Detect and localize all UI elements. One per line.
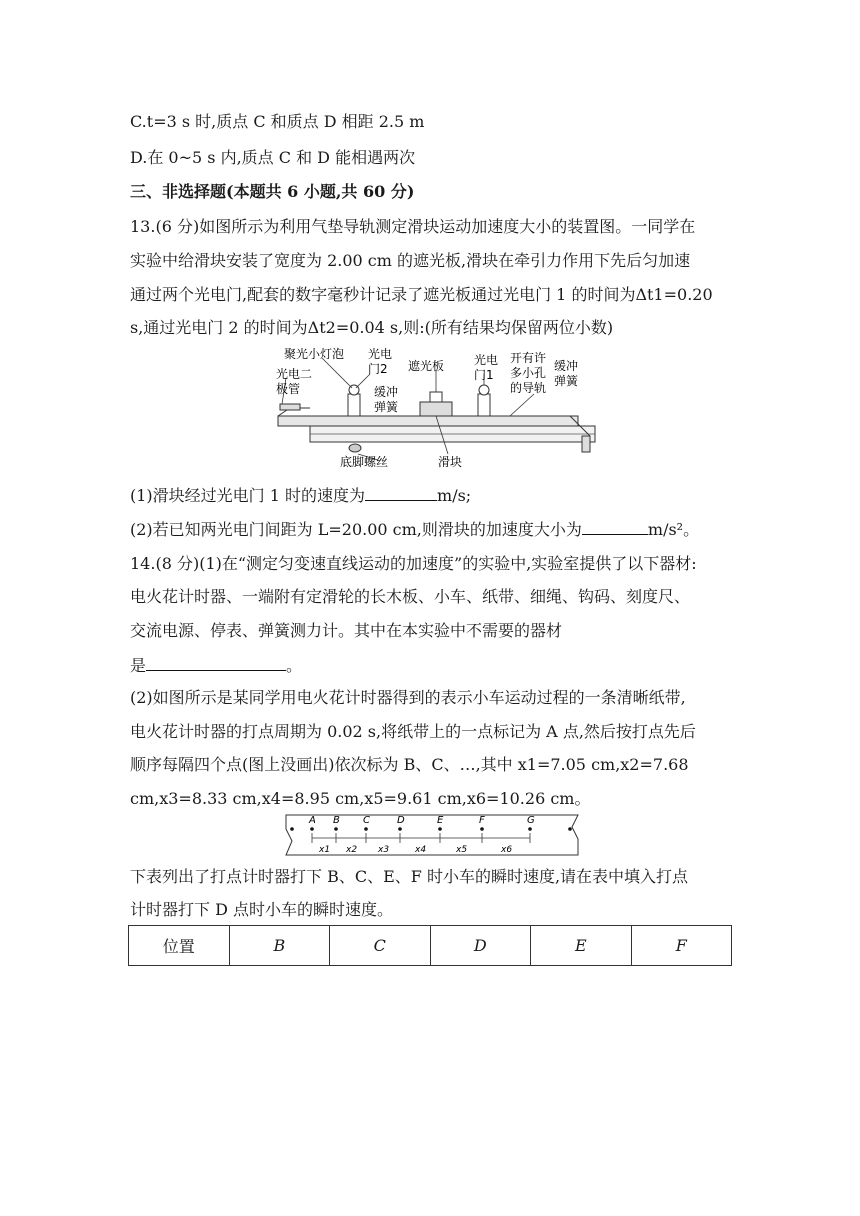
- q13-part1: (1)滑块经过光电门 1 时的速度为 m/s;: [130, 486, 472, 505]
- tape-point-C: [364, 827, 368, 831]
- q14-line-3: 交流电源、停表、弹簧测力计。其中在本实验中不需要的器材: [130, 621, 563, 640]
- tape-label-C: C: [363, 815, 370, 826]
- tape-label-D: D: [397, 815, 405, 826]
- q13-line-4: s,通过光电门 2 的时间为Δt2=0.04 s,则:(所有结果均保留两位小数): [130, 318, 614, 337]
- q14-line-4: 是 。: [130, 656, 303, 675]
- q14-part2-line-3: 顺序每隔四个点(图上没画出)依次标为 B、C、…,其中 x1=7.05 cm,x2=7.68: [130, 755, 689, 774]
- q13-part2: (2)若已知两光电门间距为 L=20.00 cm,则滑块的加速度大小为 m/s²。: [130, 520, 700, 539]
- paper-tape-figure: [282, 811, 582, 861]
- tape-label-E: E: [437, 815, 444, 826]
- table-header-cell: B: [229, 926, 329, 966]
- table-header-cell: C: [330, 926, 430, 966]
- label-led: 聚光小灯泡: [284, 347, 345, 361]
- tape-point-F: [480, 827, 484, 831]
- table-header-cell: F: [631, 926, 731, 966]
- tape-segment-label: x3: [378, 845, 390, 855]
- tape-label-G: G: [527, 815, 535, 826]
- q13-line-1: 13.(6 分)如图所示为利用气垫导轨测定滑块运动加速度大小的装置图。一同学在: [130, 217, 696, 236]
- tape-point-B: [334, 827, 338, 831]
- answer-blank-1[interactable]: [365, 485, 437, 501]
- label-screw: 底脚螺丝: [340, 455, 389, 469]
- option-d: D.在 0~5 s 内,质点 C 和 D 能相遇两次: [130, 148, 416, 167]
- tape-label-A: A: [309, 815, 316, 826]
- label-gate1b: 门1: [474, 368, 494, 382]
- label-buffer2a: 缓冲: [554, 359, 579, 373]
- option-c: C.t=3 s 时,质点 C 和质点 D 相距 2.5 m: [130, 112, 425, 131]
- q14-part2-line-4: cm,x3=8.33 cm,x4=8.95 cm,x5=9.61 cm,x6=10.26 cm。: [130, 789, 591, 808]
- q14-part2-line-1: (2)如图所示是某同学用电火花计时器得到的表示小车运动过程的一条清晰纸带,: [130, 688, 686, 707]
- q14-line-2: 电火花计时器、一端附有定滑轮的长木板、小车、纸带、细绳、钩码、刻度尺、: [130, 587, 691, 606]
- q13-line-3: 通过两个光电门,配套的数字毫秒计记录了遮光板通过光电门 1 的时间为Δt1=0.20: [130, 285, 713, 304]
- q14-table-intro-2: 计时器打下 D 点时小车的瞬时速度。: [130, 900, 394, 919]
- tape-point-G: [528, 827, 532, 831]
- answer-blank-2[interactable]: [582, 519, 648, 535]
- table-header-cell: E: [531, 926, 631, 966]
- label-gate2b: 门2: [368, 362, 388, 376]
- table-header-cell: D: [430, 926, 531, 966]
- label-track-b: 多小孔: [510, 366, 547, 380]
- tape-segment-label: x5: [456, 845, 468, 855]
- q14-line-1: 14.(8 分)(1)在“测定匀变速直线运动的加速度”的实验中,实验室提供了以下器材:: [130, 554, 697, 573]
- label-diode-a: 光电二: [276, 367, 313, 381]
- label-slider: 滑块: [438, 455, 463, 469]
- tape-label-B: B: [333, 815, 340, 826]
- label-buffer1b: 弹簧: [374, 400, 399, 414]
- tape-segment-label: x2: [346, 845, 358, 855]
- tape-label-F: F: [479, 815, 485, 826]
- q13-line-2: 实验中给滑块安装了宽度为 2.00 cm 的遮光板,滑块在牵引力作用下先后匀加速: [130, 251, 691, 270]
- label-gate2a: 光电: [368, 347, 393, 361]
- q14-part2-line-2: 电火花计时器的打点周期为 0.02 s,将纸带上的一点标记为 A 点,然后按打点先后: [130, 722, 696, 741]
- air-track-figure: [270, 344, 600, 474]
- q14-table-intro-1: 下表列出了打点计时器打下 B、C、E、F 时小车的瞬时速度,请在表中填入打点: [130, 867, 689, 886]
- table-row: [129, 926, 732, 966]
- tape-point-D: [398, 827, 402, 831]
- table-header-cell: 位置: [129, 926, 230, 966]
- label-shade: 遮光板: [408, 359, 445, 373]
- tape-point-A: [310, 827, 314, 831]
- tape-segment-label: x6: [501, 845, 513, 855]
- tape-dot: [290, 827, 294, 831]
- label-gate1a: 光电: [474, 353, 499, 367]
- section-heading: 三、非选择题(本题共 6 小题,共 60 分): [130, 182, 415, 201]
- label-buffer1a: 缓冲: [374, 385, 399, 399]
- answer-blank-3[interactable]: [146, 655, 286, 671]
- tape-point-E: [438, 827, 442, 831]
- label-track-a: 开有许: [510, 351, 547, 365]
- label-buffer2b: 弹簧: [554, 374, 579, 388]
- tape-segment-label: x4: [415, 845, 427, 855]
- tape-dot: [568, 827, 572, 831]
- velocity-table: [128, 925, 732, 966]
- label-diode-b: 极管: [276, 382, 301, 396]
- tape-segment-label: x1: [319, 845, 331, 855]
- label-track-c: 的导轨: [510, 381, 547, 395]
